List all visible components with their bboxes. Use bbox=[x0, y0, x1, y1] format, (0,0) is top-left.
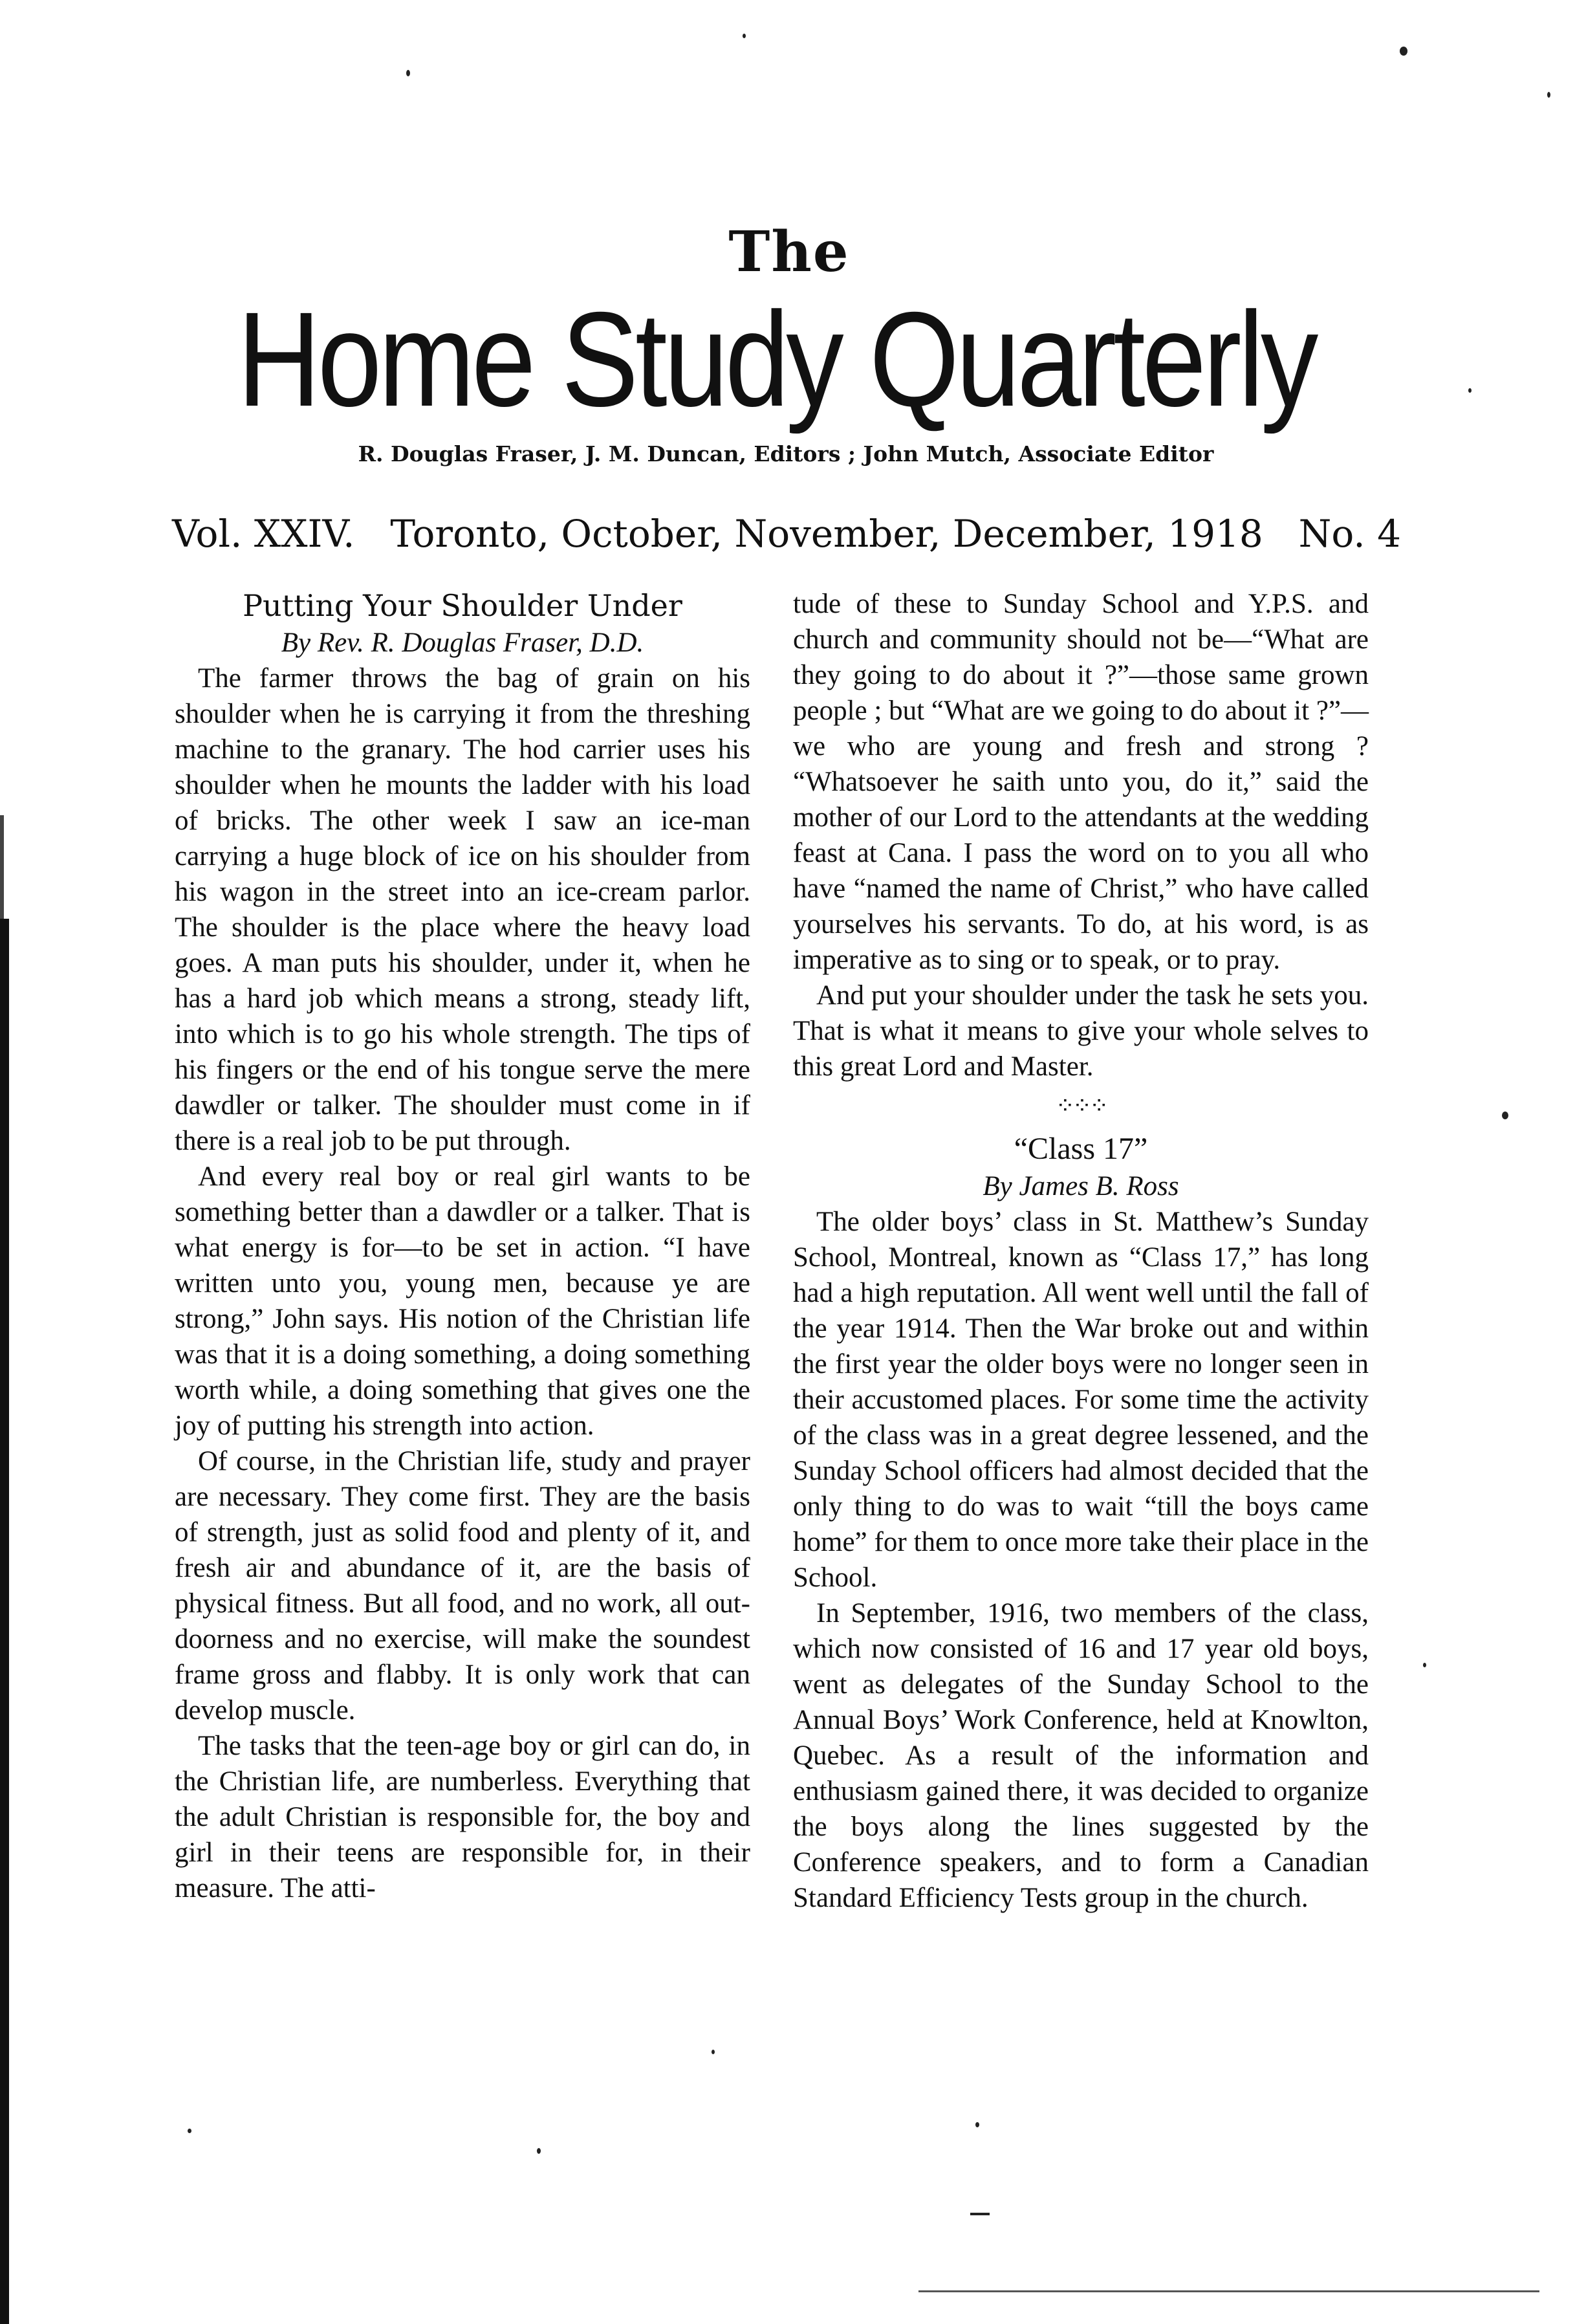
scan-speck bbox=[1400, 47, 1407, 56]
article2-title: “Class 17” bbox=[1014, 1132, 1148, 1166]
scan-speck bbox=[712, 2050, 715, 2054]
masthead-editors: R. Douglas Fraser, J. M. Duncan, Editors ; John Mutch, Associate Editor bbox=[358, 441, 1214, 466]
binding-edge bbox=[0, 919, 9, 2324]
scan-speck bbox=[970, 2213, 990, 2215]
binding-edge-shadow bbox=[0, 815, 4, 919]
issue-volume: Vol. XXIV. bbox=[172, 512, 355, 556]
article1-paragraph: And every real boy or real girl wants to be something better than a dawdler or a talker. That is what energy is for—to be set in action. “I have written unto you, young men, because ye are strong,” John says. His notion of the Christian life was that it is a doing something, a doing something worth while, a doing something that gives one the joy of putting his strength into action. bbox=[175, 1161, 750, 1441]
issue-number: No. 4 bbox=[1298, 512, 1401, 556]
article1-paragraph: The tasks that the teen-age boy or girl can do, in the Christian life, are numberless. Everything that the adult Christian is responsible for, the boy and girl in their teens are responsible for, in their measure. The atti- bbox=[175, 1731, 750, 1903]
column-right bbox=[793, 586, 1369, 1916]
article1-paragraph: And put your shoulder under the task he sets you. That is what it means to give your whole selves to this great Lord and Master. bbox=[793, 980, 1369, 1082]
masthead-the: The bbox=[728, 219, 850, 285]
article2-byline: By James B. Ross bbox=[983, 1171, 1179, 1201]
article1-paragraph: tude of these to Sunday School and Y.P.S. and church and community should not be—“What are they going to do about it ?”—those same grown people ; but “What are we going to do about it ?”—we who are young and fresh and strong ? “Whatsoever he saith unto you, do it,” said the mother of our Lord to the attendants at the wedding feast at Cana. I pass the word on to you all who have “named the name of Christ,” who have called yourselves his servants. To do, at his word, is as imperative as to sing or to speak, or to pray. bbox=[793, 589, 1369, 975]
article2-paragraph: The older boys’ class in St. Matthew’s Sunday School, Montreal, known as “Class 17,” has long had a high reputation. All went well until the fall of the year 1914. Then the War broke out and within the first year the older boys were no longer seen in their accustomed places. For some time the activity of the class was in a great degree lessened, and the Sunday School officers had almost decided that the only thing to do was to wait “till the boys came home” for them to once more take their place in the School. bbox=[793, 1207, 1369, 1593]
article2-paragraph: In September, 1916, two members of the class, which now consisted of 16 and 17 year old boys, went as delegates of the Sunday School to the Annual Boys’ Work Conference, held at Knowlton, Quebec. As a result of the information and enthusiasm gained there, it was decided to organize the boys along the lines suggested by the Conference speakers, and to form a Canadian Standard Efficiency Tests group in the church. bbox=[793, 1598, 1369, 1913]
section-ornament: ⁘⁘⁘ bbox=[1055, 1093, 1107, 1119]
scan-speck bbox=[537, 2148, 541, 2154]
issue-place-date: Toronto, October, November, December, 1918 bbox=[390, 512, 1263, 556]
article1-paragraph: The farmer throws the bag of grain on his shoulder when he is carrying it from the threshing machine to the granary. The hod carrier uses his shoulder when he mounts the ladder with his load of bricks. The other week I saw an ice-man carrying a huge block of ice on his shoulder from his wagon in the street into an ice-cream parlor. The shoulder is the place where the heavy load goes. A man puts his shoulder, under it, when he has a hard job which means a strong, steady lift, into which is to go his whole strength. The tips of his fingers or the end of his tongue serve the mere dawdler or talker. The shoulder must come in if there is a real job to be put through. bbox=[175, 663, 750, 1156]
masthead-title: Home Study Quarterly bbox=[237, 285, 1316, 435]
scan-speck bbox=[743, 34, 746, 38]
article1-paragraph: Of course, in the Christian life, study and prayer are necessary. They come first. They are the basis of strength, just as solid food and plenty of it, and fresh air and abundance of it, are the basis of physical fitness. But all food, and no work, all out-doorness and no exercise, will make the soundest frame gross and flabby. It is only work that can develop muscle. bbox=[175, 1446, 750, 1726]
scan-speck bbox=[188, 2129, 191, 2133]
scan-speck bbox=[975, 2122, 979, 2127]
scan-speck bbox=[406, 70, 410, 76]
masthead bbox=[129, 220, 1423, 468]
issue-line bbox=[172, 511, 1401, 556]
article1-byline: By Rev. R. Douglas Fraser, D.D. bbox=[281, 628, 644, 658]
scan-speck bbox=[1547, 92, 1550, 98]
article1-title: Putting Your Shoulder Under bbox=[243, 588, 682, 623]
scan-speck bbox=[1502, 1112, 1508, 1119]
column-left bbox=[175, 586, 750, 1906]
scan-speck bbox=[918, 2290, 1539, 2292]
scan-speck bbox=[1423, 1663, 1426, 1667]
scan-speck bbox=[1468, 388, 1472, 393]
